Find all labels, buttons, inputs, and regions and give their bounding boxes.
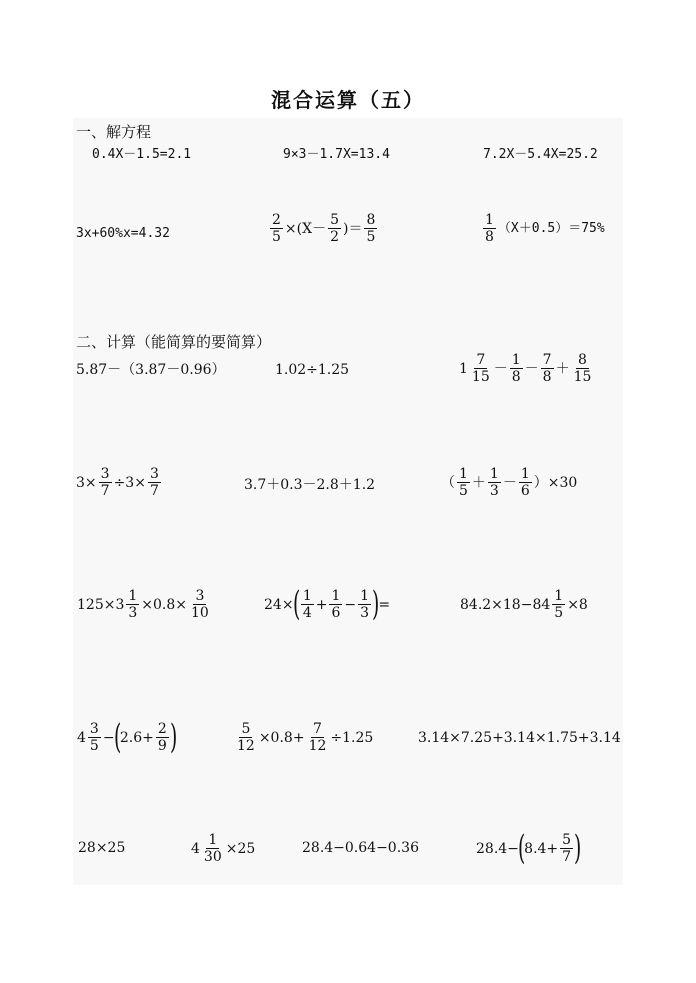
left-paren: ( xyxy=(113,717,121,757)
whole-number: 1 xyxy=(459,360,468,377)
numerator: 2 xyxy=(272,212,281,228)
fraction xyxy=(148,466,161,499)
calc-5: 3.7＋0.3－2.8＋1.2 xyxy=(244,477,376,493)
operator-text: 2.6+ xyxy=(119,729,154,746)
calc-4 xyxy=(76,466,163,499)
numerator: 5 xyxy=(562,832,572,848)
operator-text: ）×30 xyxy=(533,474,578,491)
left-paren: ( xyxy=(292,584,300,624)
denominator: 5 xyxy=(459,483,468,500)
operator-text: （ xyxy=(441,474,455,491)
fraction xyxy=(510,352,523,385)
numerator: 1 xyxy=(511,352,521,368)
fraction xyxy=(99,466,112,499)
calc-8 xyxy=(264,584,391,624)
denominator: 15 xyxy=(573,369,592,386)
denominator: 3 xyxy=(360,605,370,622)
right-paren: ) xyxy=(574,828,582,868)
numerator: 3 xyxy=(100,466,110,482)
fraction xyxy=(202,832,224,865)
calc-3 xyxy=(459,352,595,385)
fraction xyxy=(572,352,594,385)
numerator: 1 xyxy=(459,466,468,482)
fraction xyxy=(270,212,283,245)
equation-2: 9×3－1.7X=13.4 xyxy=(283,147,390,162)
section-heading-calc: 二、计算（能简算的要简算） xyxy=(76,333,272,351)
numerator: 3 xyxy=(89,721,99,737)
operator-text: − xyxy=(344,596,357,613)
numerator: 5 xyxy=(330,212,340,228)
fraction xyxy=(329,588,342,621)
denominator: 5 xyxy=(89,738,99,755)
calc-11 xyxy=(233,721,373,754)
operator-text: ×8 xyxy=(567,596,588,613)
numerator: 1 xyxy=(554,588,564,604)
equation-1: 0.4X－1.5=2.1 xyxy=(92,147,192,162)
numerator: 8 xyxy=(578,352,587,368)
whole-number: 4 xyxy=(77,729,86,746)
denominator: 8 xyxy=(485,229,494,246)
denominator: 10 xyxy=(191,605,209,622)
fraction xyxy=(235,721,257,754)
numerator: 7 xyxy=(542,352,552,368)
denominator: 6 xyxy=(520,483,530,500)
numerator: 5 xyxy=(241,721,251,737)
left-paren: ( xyxy=(517,828,526,868)
operator-text: )＝ xyxy=(343,220,363,237)
operator-text: ＋ xyxy=(471,474,486,491)
fraction xyxy=(519,466,532,499)
denominator: 3 xyxy=(489,483,499,500)
calc-1: 5.87－（3.87－0.96） xyxy=(76,362,226,378)
fraction xyxy=(541,352,554,385)
fraction xyxy=(189,588,211,621)
fraction xyxy=(301,588,314,621)
operator-text: ＋ xyxy=(555,360,570,377)
right-paren: ) xyxy=(169,717,178,757)
equation-6 xyxy=(481,212,605,245)
denominator: 12 xyxy=(237,738,255,755)
calc-2: 1.02÷1.25 xyxy=(275,362,350,378)
fraction xyxy=(488,466,501,499)
numerator: 7 xyxy=(476,352,486,368)
denominator: 3 xyxy=(128,605,138,622)
operator-text: ×25 xyxy=(225,840,256,857)
denominator: 7 xyxy=(562,849,572,866)
numerator: 1 xyxy=(302,588,312,604)
calc-16 xyxy=(476,828,582,868)
operator-text: 125×3 xyxy=(77,596,125,613)
numerator: 1 xyxy=(489,466,499,482)
operator-text: ÷3× xyxy=(113,474,146,491)
denominator: 7 xyxy=(149,483,159,500)
denominator: 2 xyxy=(330,229,340,246)
operator-text: = xyxy=(378,596,391,613)
equation-3: 7.2X－5.4X=25.2 xyxy=(483,147,598,162)
calc-15: 28.4−0.64−0.36 xyxy=(302,840,419,856)
operator-text: − xyxy=(102,729,115,746)
fraction xyxy=(552,588,565,621)
denominator: 8 xyxy=(542,369,552,386)
section-heading-equations: 一、解方程 xyxy=(76,123,152,141)
denominator: 9 xyxy=(157,738,167,755)
calc-13: 28×25 xyxy=(78,840,126,856)
fraction xyxy=(88,721,101,754)
numerator: 3 xyxy=(149,466,159,482)
denominator: 30 xyxy=(203,849,222,866)
denominator: 5 xyxy=(554,605,564,622)
operator-text: ÷1.25 xyxy=(330,729,374,746)
operator-text: + xyxy=(315,596,328,613)
operator-text: － xyxy=(493,360,508,377)
operator-text: － xyxy=(502,474,517,491)
equation-5 xyxy=(268,212,379,245)
fraction xyxy=(483,212,496,245)
fraction xyxy=(328,212,341,245)
numerator: 2 xyxy=(157,721,167,737)
numerator: 1 xyxy=(128,588,138,604)
denominator: 4 xyxy=(302,605,312,622)
calc-12: 3.14×7.25+3.14×1.75+3.14 xyxy=(418,730,621,746)
calc-6 xyxy=(441,466,577,499)
denominator: 6 xyxy=(331,605,341,622)
operator-text: 28.4− xyxy=(476,840,519,857)
fraction xyxy=(364,212,377,245)
fraction xyxy=(560,832,573,865)
numerator: 1 xyxy=(485,212,494,228)
denominator: 5 xyxy=(366,229,376,246)
numerator: 1 xyxy=(208,832,218,848)
numerator: 1 xyxy=(360,588,370,604)
fraction xyxy=(358,588,371,621)
calc-14 xyxy=(191,832,255,865)
denominator: 12 xyxy=(308,738,327,755)
fraction xyxy=(470,352,492,385)
calc-7 xyxy=(77,588,213,621)
fraction xyxy=(307,721,329,754)
denominator: 15 xyxy=(471,369,490,386)
fraction xyxy=(156,721,169,754)
fraction xyxy=(457,466,470,499)
operator-text: 24× xyxy=(264,596,294,613)
numerator: 1 xyxy=(331,588,341,604)
calc-9 xyxy=(460,588,588,621)
denominator: 5 xyxy=(272,229,281,246)
operator-text: ×(X－ xyxy=(284,220,327,237)
numerator: 1 xyxy=(520,466,530,482)
operator-text: ×0.8× xyxy=(141,596,188,613)
denominator: 8 xyxy=(511,369,521,386)
equation-4: 3x+60%x=4.32 xyxy=(76,226,170,241)
numerator: 3 xyxy=(195,588,205,604)
fraction xyxy=(126,588,139,621)
numerator: 8 xyxy=(366,212,376,228)
operator-text: 84.2×18−84 xyxy=(460,596,551,613)
right-paren: ) xyxy=(372,584,380,624)
numerator: 7 xyxy=(313,721,322,737)
operator-text: 8.4+ xyxy=(524,840,559,857)
page-title: 混合运算（五） xyxy=(271,88,425,112)
operator-text: 3× xyxy=(76,474,97,491)
denominator: 7 xyxy=(100,483,110,500)
operator-text: ×0.8+ xyxy=(258,729,305,746)
operator-text: － xyxy=(524,360,539,377)
whole-number: 4 xyxy=(191,840,200,857)
operator-text: （X＋0.5）＝75% xyxy=(497,221,605,237)
calc-10 xyxy=(77,717,178,757)
